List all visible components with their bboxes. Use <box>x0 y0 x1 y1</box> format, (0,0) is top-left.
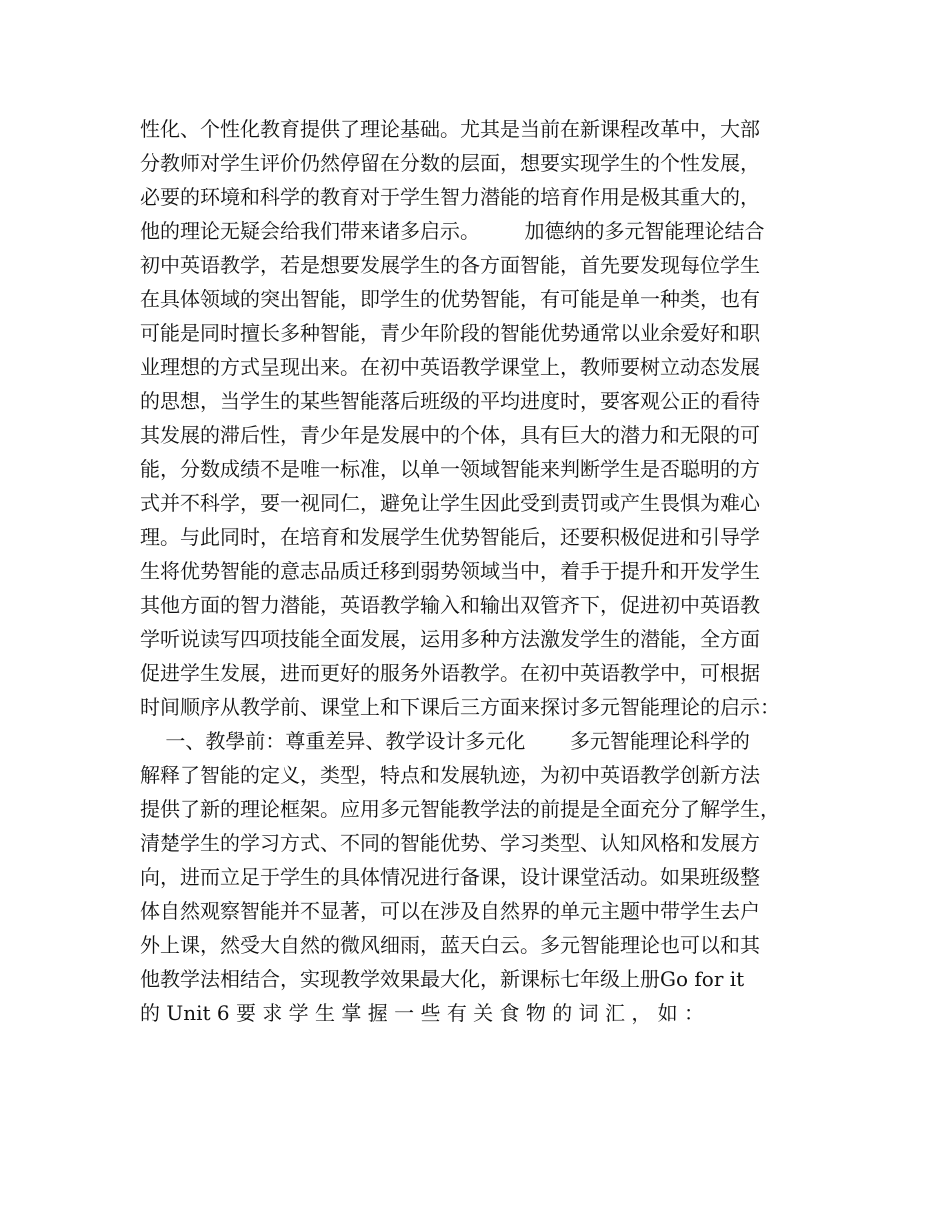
text-line: 初中英语教学，若是想要发展学生的各方面智能，首先要发现每位学生 <box>140 253 760 277</box>
text-line: 外上课，然受大自然的微风细雨，蓝天白云。多元智能理论也可以和其 <box>140 933 760 957</box>
section-heading-line: 一、教學前：尊重差异、教学设计多元化 多元智能理论科学的 <box>140 729 750 753</box>
text-line: 可能是同时擅长多种智能，青少年阶段的智能优势通常以业余爱好和职 <box>140 321 760 345</box>
text-line: 学听说读写四项技能全面发展，运用多种方法激发学生的潜能，全方面 <box>140 627 760 651</box>
body-text <box>140 112 820 1030</box>
text-line: 他教学法相结合，实现教学效果最大化，新课标七年级上册Go for it <box>140 967 745 991</box>
text-line: 向，进而立足于学生的具体情况进行备课，设计课堂活动。如果班级整 <box>140 865 760 889</box>
text-line: 理。与此同时，在培育和发展学生优势智能后，还要积极促进和引导学 <box>140 525 760 549</box>
text-line: 的 Unit 6 要 求 学 生 掌 握 一 些 有 关 食 物 的 词 汇 ， 如 ： <box>140 1001 705 1025</box>
text-line: 促进学生发展，进而更好的服务外语教学。在初中英语教学中，可根据 <box>140 661 760 685</box>
text-line: 清楚学生的学习方式、不同的智能优势、学习类型、认知风格和发展方 <box>140 831 760 855</box>
text-line: 业理想的方式呈现出来。在初中英语教学课堂上，教师要树立动态发展 <box>140 355 760 379</box>
text-line: 提供了新的理论框架。应用多元智能教学法的前提是全面充分了解学生， <box>140 797 780 821</box>
text-line: 其发展的滞后性，青少年是发展中的个体，具有巨大的潜力和无限的可 <box>140 423 760 447</box>
text-line: 时间顺序从教学前、课堂上和下课后三方面来探讨多元智能理论的启示： <box>140 695 780 719</box>
text-line: 解释了智能的定义，类型，特点和发展轨迹，为初中英语教学创新方法 <box>140 763 760 787</box>
text-line: 分教师对学生评价仍然停留在分数的层面，想要实现学生的个性发展， <box>140 151 760 175</box>
text-line: 在具体领域的突出智能，即学生的优势智能，有可能是单一种类，也有 <box>140 287 760 311</box>
text-line: 能，分数成绩不是唯一标准，以单一领域智能来判断学生是否聪明的方 <box>140 457 760 481</box>
text-line: 的思想，当学生的某些智能落后班级的平均进度时，要客观公正的看待 <box>140 389 760 413</box>
text-line: 他的理论无疑会给我们带来诸多启示。 加德纳的多元智能理论结合 <box>140 219 765 243</box>
text-line: 式并不科学，要一视同仁，避免让学生因此受到责罚或产生畏惧为难心 <box>140 491 760 515</box>
text-line: 性化、个性化教育提供了理论基础。尤其是当前在新课程改革中，大部 <box>140 117 760 141</box>
text-line: 必要的环境和科学的教育对于学生智力潜能的培育作用是极其重大的， <box>140 185 760 209</box>
text-line: 其他方面的智力潜能，英语教学输入和输出双管齐下，促进初中英语教 <box>140 593 760 617</box>
text-line: 生将优势智能的意志品质迁移到弱势领域当中，着手于提升和开发学生 <box>140 559 760 583</box>
text-line: 体自然观察智能并不显著，可以在涉及自然界的单元主题中带学生去户 <box>140 899 760 923</box>
